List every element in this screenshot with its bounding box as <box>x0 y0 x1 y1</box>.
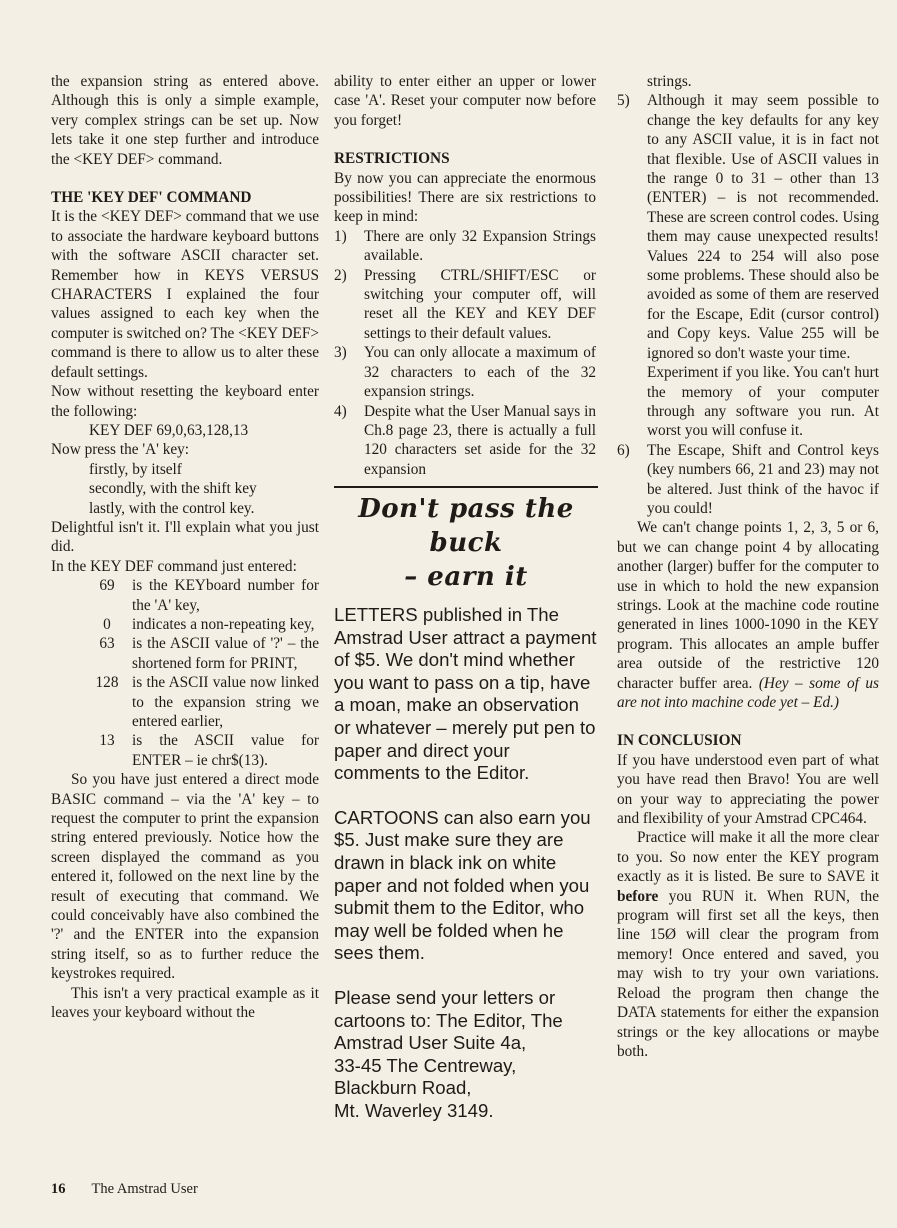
paragraph: the expansion string as entered above. Although this is only a simple example, very complex strings can be set up. Now lets take it one step further and introduce the <KEY DEF> command. <box>51 73 319 168</box>
definition-item <box>51 576 319 615</box>
step-3: lastly, with the control key. <box>89 499 255 517</box>
advert-headline <box>334 492 598 594</box>
step-2: secondly, with the shift key <box>89 480 257 498</box>
divider <box>334 486 598 488</box>
list-text: Despite what the User Manual says in Ch.8 page 23, there is actually a full 120 characters set aside for the 32 expansion <box>364 402 596 478</box>
definition-value: is the ASCII value of '?' – the shortened form for PRINT, <box>132 635 319 672</box>
list-text: You can only allocate a maximum of 32 characters to each of the 32 expansion strings. <box>364 344 596 401</box>
paragraph-text: you RUN it. When RUN, the program will first set all the keys, then line 15Ø will clear the program from memory! Once entered and saved, you may wish to try your own variations. Reload the program then change the DATA statements for either the expansion strings or the key allocations or maybe both. <box>617 887 879 1060</box>
continuation-text: strings. <box>647 73 692 90</box>
list-item <box>334 227 596 266</box>
paragraph: Delightful isn't it. I'll explain what you just did. <box>51 518 319 556</box>
paragraph: Now without resetting the keyboard enter the following: <box>51 383 319 420</box>
paragraph: So you have just entered a direct mode BASIC command – via the 'A' key – to request the computer to print the expansion string entered previously. Notice how the screen displayed the command as you entered it, followed on the next line by the result of executing that command. We could conceivably have also combined the '?' and the ENTER into the expansion string itself, so as to further reduce the keystrokes required. <box>51 771 319 983</box>
list-item <box>334 266 596 344</box>
heading-key-def: THE 'KEY DEF' COMMAND <box>51 189 252 207</box>
page-number: 16 <box>51 1181 66 1197</box>
paragraph: ability to enter either an upper or lower case 'A'. Reset your computer now before you forget! <box>334 73 596 129</box>
list-number: 1) <box>334 227 347 245</box>
advert-cartoons-text: CARTOONS can also earn you $5. Just make sure they are drawn in black ink on white paper and not folded when you submit them to the Editor, who may well be folded when he sees them. <box>334 806 591 964</box>
list-text-extra: Experiment if you like. You can't hurt the memory of your computer through any software you run. At worst you will confuse it. <box>647 364 879 440</box>
advert-headline-line-1: Don't pass the buck <box>358 494 574 558</box>
list-text: There are only 32 Expansion Strings available. <box>364 227 596 265</box>
address-line: cartoons to: The Editor, The <box>334 1009 563 1031</box>
advert-letters-text: LETTERS published in The Amstrad User attract a payment of $5. We don't mind whether you want to pass on a tip, have a moan, make an observation or whatever – merely put pen to paper and direct your comments to the Editor. <box>334 604 597 784</box>
paragraph: This isn't a very practical example as it leaves your keyboard without the <box>51 984 319 1022</box>
definition-item <box>51 615 319 634</box>
list-text: The Escape, Shift and Control keys (key numbers 66, 21 and 23) may not be altered. Just think of the havoc if you could! <box>647 441 879 517</box>
definition-value: is the ASCII value for ENTER – ie chr$(13). <box>132 732 319 769</box>
definition-value: is the ASCII value now linked to the expansion string we entered earlier, <box>132 674 319 730</box>
definition-value: is the KEYboard number for the 'A' key, <box>132 577 319 614</box>
paragraph <box>617 828 879 1061</box>
list-item <box>617 91 879 440</box>
paragraph-text: Practice will make it all the more clear to you. So now enter the KEY program exactly as it is listed. Be sure to SAVE it <box>617 829 879 886</box>
list-item <box>617 441 879 519</box>
command-line: KEY DEF 69,0,63,128,13 <box>89 421 249 439</box>
address-line: Please send your letters or <box>334 986 556 1008</box>
list-text: Although it may seem possible to change the key defaults for any key to any ASCII value, it is in fact not that flexible. Use of ASCII values in the range 0 to 31 – other than 13 (ENTER) – is not recommended. These are screen control codes. Using them may cause unexpected results! Values 224 to 254 will also pose some problems. These should also be avoided as some of them are reserved for the Escape, Edit (cursor control) and Copy keys. Value 255 will be ignored so don't waste your time. <box>647 92 879 362</box>
paragraph: By now you can appreciate the enormous possibilities! There are six restrictions to keep in mind: <box>334 169 596 226</box>
heading-conclusion: IN CONCLUSION <box>617 732 742 750</box>
heading-restrictions: RESTRICTIONS <box>334 150 450 168</box>
page-footer <box>51 1181 198 1198</box>
definition-key: 128 <box>95 674 119 692</box>
list-number: 6) <box>617 441 630 459</box>
column-2 <box>334 72 596 479</box>
paragraph: In the KEY DEF command just entered: <box>51 557 297 575</box>
paragraph: It is the <KEY DEF> command that we use to associate the hardware keyboard buttons with the software ASCII character set. Remember how in KEYS VERSUS CHARACTERS I explained the four values assigned to each key when the computer is switched on? The <KEY DEF> command is there to allow us to alter these default settings. <box>51 208 319 381</box>
advert-address <box>334 987 598 1123</box>
definition-key: 13 <box>99 732 115 750</box>
definition-key: 0 <box>103 615 111 633</box>
column-3 <box>617 72 879 1061</box>
paragraph: If you have understood even part of what you have read then Bravo! You are well on your way to appreciating the power and flexibility of your Amstrad CPC464. <box>617 751 879 828</box>
editor-note: (Hey – some of us are not into machine code yet – Ed.) <box>617 674 880 711</box>
paragraph: Now press the 'A' key: <box>51 441 190 459</box>
definition-key: 63 <box>99 635 115 653</box>
definition-value: indicates a non-repeating key, <box>132 615 315 633</box>
advert-headline-line-2: – earn it <box>404 562 528 592</box>
address-line: 33-45 The Centreway, <box>334 1054 517 1076</box>
restrictions-list <box>334 227 596 479</box>
definition-item <box>51 731 319 770</box>
column-1 <box>51 72 319 1023</box>
definition-item <box>51 634 319 673</box>
definition-key: 69 <box>99 577 115 595</box>
list-number: 2) <box>334 266 347 284</box>
emphasis-before: before <box>617 887 659 905</box>
list-item <box>334 402 596 480</box>
step-1: firstly, by itself <box>89 460 182 478</box>
list-item <box>334 343 596 401</box>
restrictions-list-continued <box>617 91 879 518</box>
list-text: Pressing CTRL/SHIFT/ESC or switching your computer off, will reset all the KEY and KEY DEF settings to their default values. <box>364 266 596 342</box>
address-line: Blackburn Road, <box>334 1077 472 1099</box>
paragraph-text: We can't change points 1, 2, 3, 5 or 6, but we can change point 4 by allocating another (larger) buffer for the computer to use in which to hold the new expansion strings. Look at the machine code routine generated in lines 1000-1090 in the KEY program. This allocates an ample buffer area outside of the restrictive 120 character buffer area. <box>617 519 879 692</box>
address-line: Amstrad User Suite 4a, <box>334 1032 527 1054</box>
paragraph <box>617 518 879 712</box>
definition-list <box>51 576 319 770</box>
letters-advert <box>334 486 598 1122</box>
publication-title: The Amstrad User <box>91 1181 198 1197</box>
definition-item <box>51 673 319 731</box>
list-number: 3) <box>334 344 347 362</box>
address-line: Mt. Waverley 3149. <box>334 1099 494 1121</box>
list-number: 5) <box>617 92 630 110</box>
list-number: 4) <box>334 402 347 420</box>
advert-body <box>334 604 598 1122</box>
